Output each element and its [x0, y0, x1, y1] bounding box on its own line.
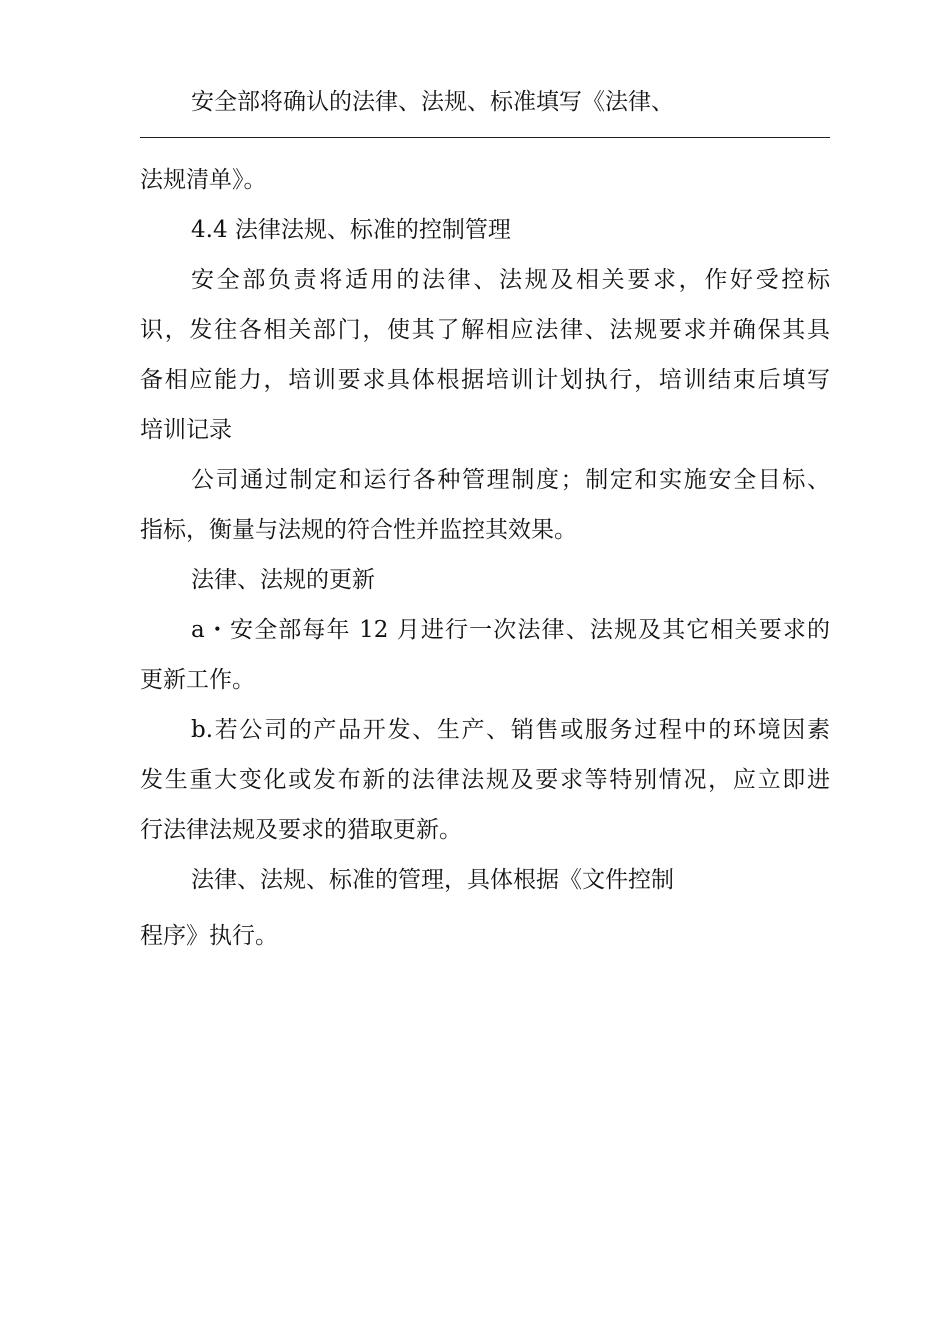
text-line-16: 法律、法规、标准的管理，具体根据《文件控制: [191, 867, 674, 893]
text-line-6: 备相应能力，培训要求具体根据培训计划执行，培训结束后填写: [140, 367, 830, 393]
text-line-4: 安全部负责将适用的法律、法规及相关要求，作好受控标: [191, 267, 830, 293]
text-line-7: 培训记录: [140, 417, 232, 443]
text-line-13: b.若公司的产品开发、生产、销售或服务过程中的环境因素: [191, 717, 830, 743]
text-line-5: 识，发往各相关部门，使其了解相应法律、法规要求并确保其具: [140, 317, 830, 343]
text-line-1: 安全部将确认的法律、法规、标准填写《法律、: [191, 89, 674, 115]
text-line-12: 更新工作。: [140, 667, 255, 693]
subheading-update: 法律、法规的更新: [191, 567, 375, 593]
text-line-17: 程序》执行。: [140, 923, 278, 949]
text-line-14: 发生重大变化或发布新的法律法规及要求等特别情况，应立即进: [140, 767, 830, 793]
text-line-2: 法规清单》。: [140, 167, 267, 193]
text-line-15: 行法律法规及要求的猎取更新。: [140, 817, 462, 843]
text-line-11: a・安全部每年 12 月进行一次法律、法规及其它相关要求的: [191, 617, 830, 643]
text-line-9: 指标，衡量与法规的符合性并监控其效果。: [140, 517, 577, 543]
horizontal-rule: [140, 137, 830, 138]
text-line-8: 公司通过制定和运行各种管理制度；制定和实施安全目标、: [191, 467, 830, 493]
section-heading: 4.4 法律法规、标准的控制管理: [191, 217, 511, 243]
